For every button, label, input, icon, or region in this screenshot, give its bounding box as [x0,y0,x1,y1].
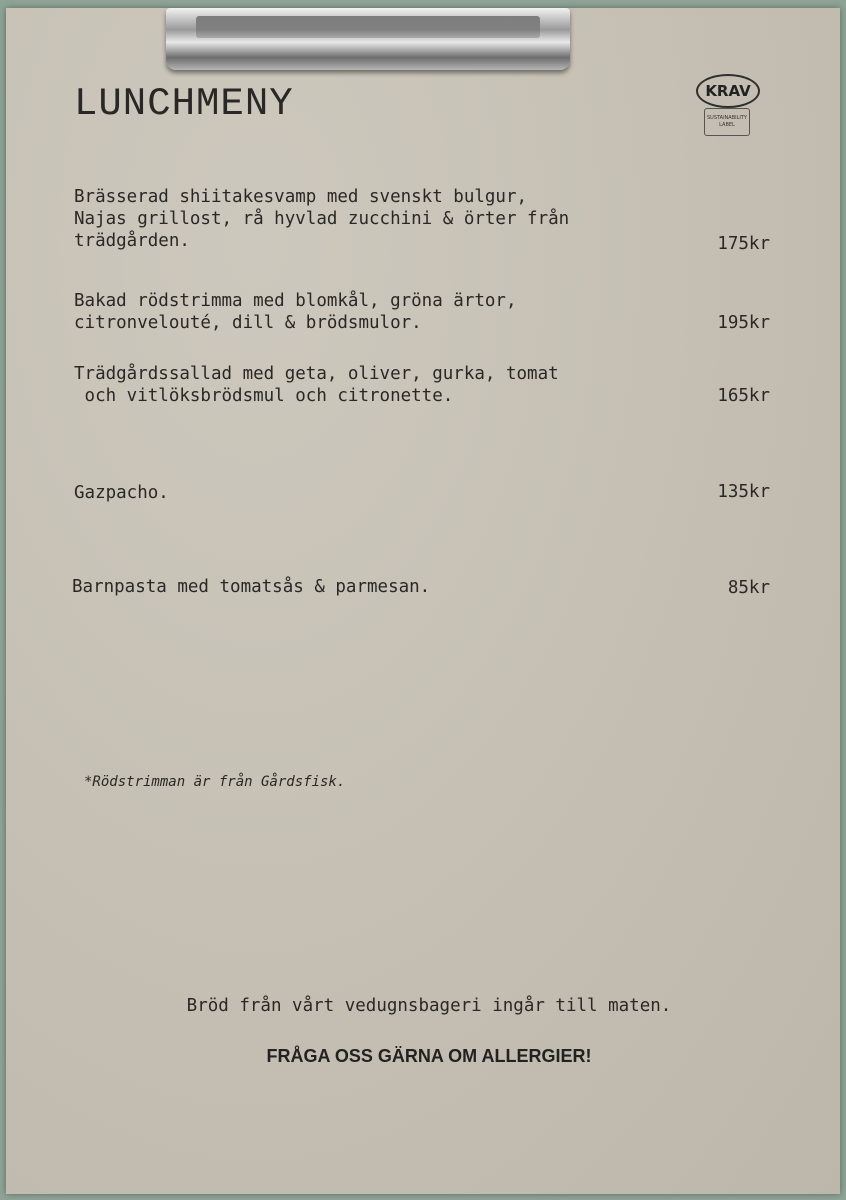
dish-text-line: Trädgårdssallad med geta, oliver, gurka, tomat [74,364,559,384]
dish-price: 195kr [717,313,770,333]
dish-item [74,363,674,407]
dish-text-line: trädgården. [74,231,190,251]
dish-price: 175kr [717,234,770,254]
dish-text-line: citronvelouté, dill & brödsmulor. [74,313,422,333]
dish-item [72,576,672,598]
dish-price: 85kr [727,578,770,598]
dish-price: 165kr [717,386,770,406]
krav-logo-subtitle: SUSTAINABILITY LABEL [704,108,750,136]
dish-text-line: Najas grillost, rå hyvlad zucchini & örter från [74,209,570,229]
clip-shadow [196,16,540,38]
dish-price: 135kr [717,482,770,502]
dish-text-line: Barnpasta med tomatsås & parmesan. [72,577,431,597]
dish-item [74,290,674,334]
krav-logo-icon [694,72,760,140]
menu-paper [6,8,840,1194]
allergy-note: FRÅGA OSS GÄRNA OM ALLERGIER! [266,1046,592,1066]
dish-text-line: Gazpacho. [74,483,169,503]
clipboard-clip [166,8,570,70]
dish-text-line: och vitlöksbrödsmul och citronette. [74,386,454,406]
bread-note: Bröd från vårt vedugnsbageri ingår till maten. [186,996,672,1016]
footnote: *Rödstrimman är från Gårdsfisk. [84,774,346,790]
dish-item [74,186,674,252]
krav-logo-name: KRAV [696,74,760,108]
dish-item [74,482,674,504]
menu-title: LUNCHMENY [74,82,294,126]
dish-text-line: Bakad rödstrimma med blomkål, gröna ärtor, [74,291,517,311]
dish-text-line: Brässerad shiitakesvamp med svenskt bulgur, [74,187,528,207]
